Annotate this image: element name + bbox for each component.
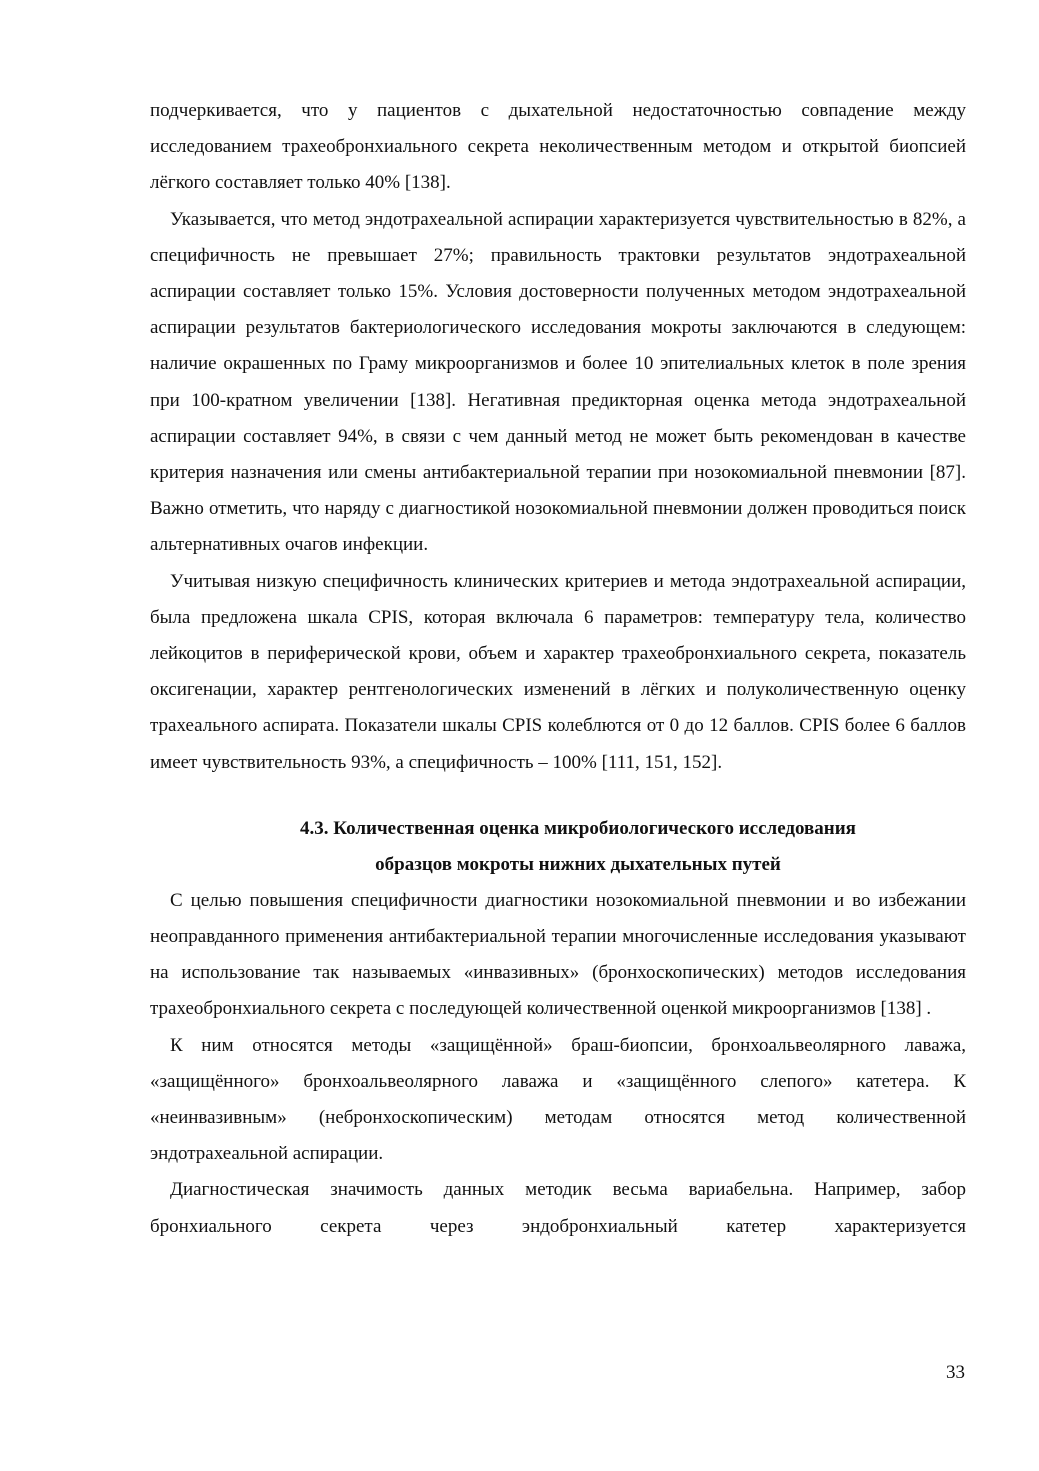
section-heading-line-2: образцов мокроты нижних дыхательных путей	[375, 853, 781, 875]
paragraph-diagnostic-value: Диагностическая значимость данных методик весьма вариабельна. Например, забор бронхиального секрета через эндобронхиальный катетер характеризуется	[150, 1179, 966, 1237]
section-heading	[150, 811, 966, 883]
paragraph-continuation: подчеркивается, что у пациентов с дыхательной недостаточностью совпадение между исследованием трахеобронхиального секрета неколичественным методом и открытой биопсией лёгкого составляет только 40% [138].	[150, 100, 966, 194]
paragraph-cpis-scale: Учитывая низкую специфичность клинических критериев и метода эндотрахеальной аспирации, была предложена шкала CPIS, которая включала 6 параметров: температуру тела, количество лейкоцитов в периферической крови, объем и характер трахеобронхиального секрета, показатель оксигенации, характер рентгенологических изменений в лёгких и полуколичественную оценку трахеального аспирата. Показатели шкалы CPIS колеблются от 0 до 12 баллов. CPIS более 6 баллов имеет чувствительность 93%, а специфичность – 100% [111, 151, 152].	[150, 570, 966, 773]
page-body	[150, 93, 966, 1245]
paragraph-eta-sensitivity: Указывается, что метод эндотрахеальной аспирации характеризуется чувствительностью в 82%, а специфичность не превышает 27%; правильность трактовки результатов эндотрахеальной аспирации составляет только 15%. Условия достоверности полученных методом эндотрахеальной аспирации результатов бактериологического исследования мокроты заключаются в следующем: наличие окрашенных по Граму микроорганизмов и более 10 эпителиальных клеток в поле зрения при 100-кратном увеличении [138]. Негативная предикторная оценка метода эндотрахеальной аспирации составляет 94%, в связи с чем данный метод не может быть рекомендован в качестве критерия назначения или смены антибактериальной терапии при нозокомиальной пневмонии [87]. Важно отметить, что наряду с диагностикой нозокомиальной пневмонии должен проводиться поиск альтернативных очагов инфекции.	[150, 208, 966, 556]
paragraph-method-list: К ним относятся методы «защищённой» браш-биопсии, бронхоальвеолярного лаважа, «защищённого» бронхоальвеолярного лаважа и «защищённого слепого» катетера. К «неинвазивным» (небронхоскопическим) методам относятся метод количественной эндотрахеальной аспирации.	[150, 1034, 966, 1165]
paragraph-invasive-methods: С целью повышения специфичности диагностики нозокомиальной пневмонии и во избежании неоправданного применения антибактериальной терапии многочисленные исследования указывают на использование так называемых «инвазивных» (бронхоскопических) методов исследования трахеобронхиального секрета с последующей количественной оценкой микроорганизмов [138] .	[150, 889, 966, 1020]
page-number: 33	[946, 1362, 965, 1383]
section-heading-line-1: 4.3. Количественная оценка микробиологического исследования	[300, 817, 856, 839]
